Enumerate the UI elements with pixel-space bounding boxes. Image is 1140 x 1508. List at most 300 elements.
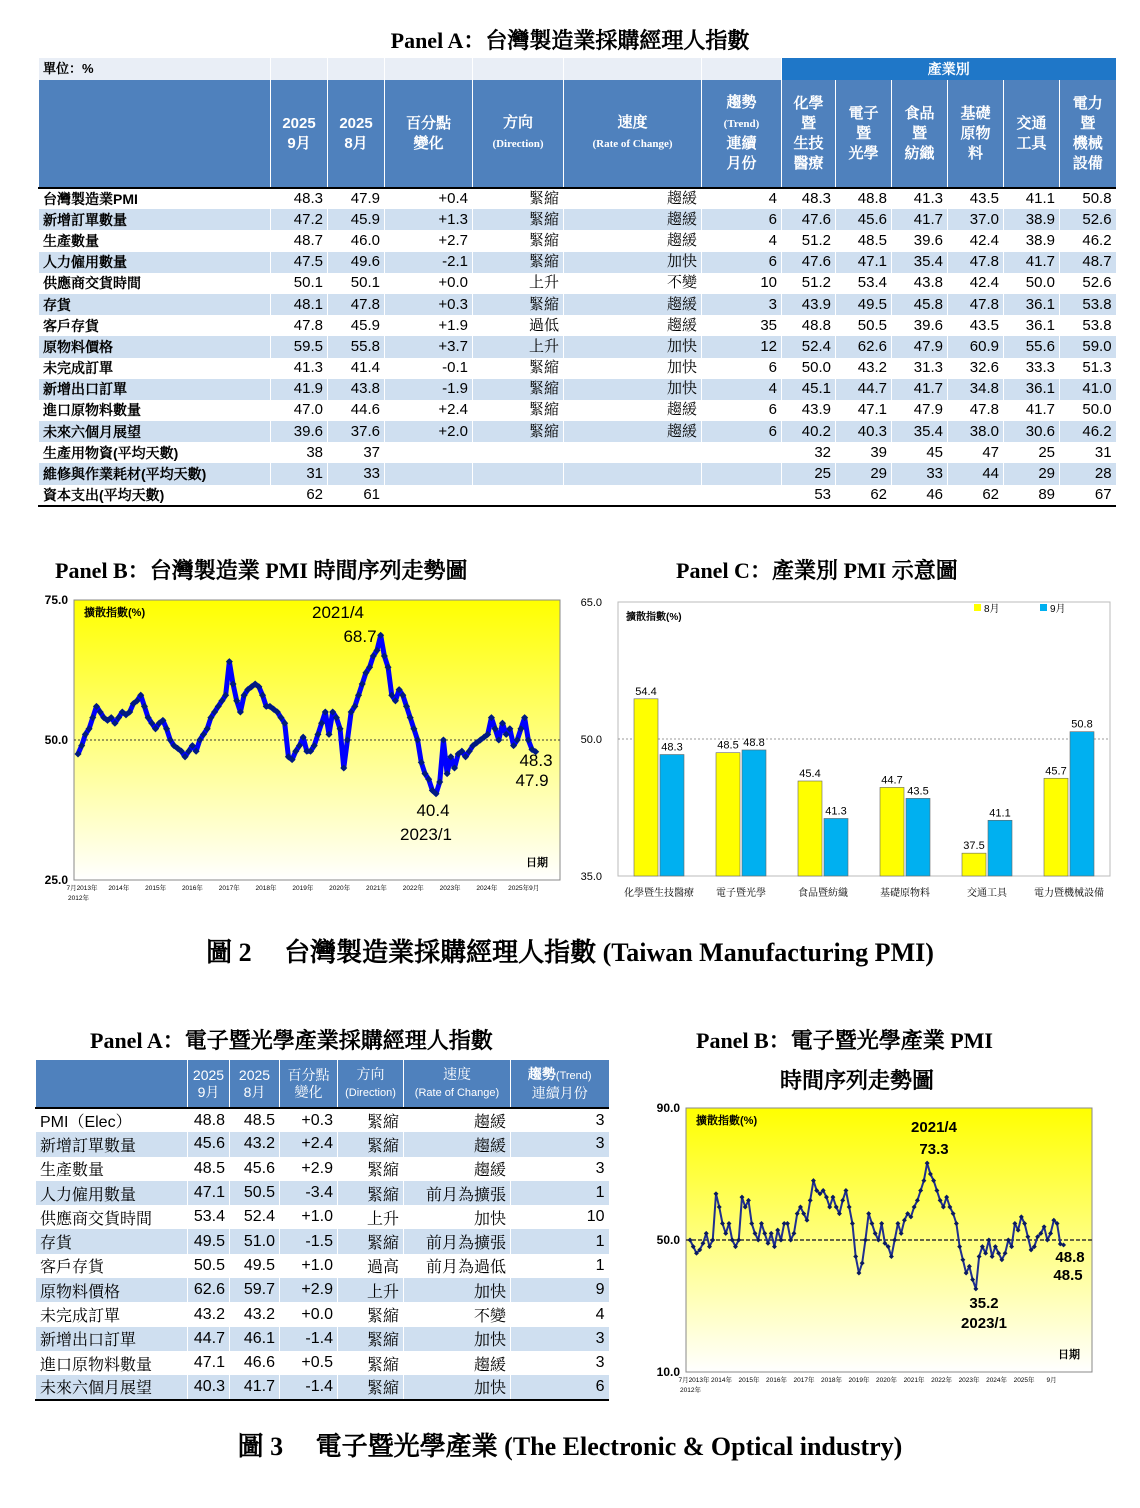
table-cell: 41.7	[892, 209, 948, 230]
table-cell: 緊縮	[338, 1375, 404, 1399]
column-header: 方向 (Direction)	[338, 1060, 404, 1108]
table-cell	[564, 463, 702, 484]
table-cell: 37.0	[948, 209, 1004, 230]
table-cell	[473, 442, 564, 463]
table-cell	[564, 442, 702, 463]
row-label: 未來六個月展望	[39, 421, 271, 442]
table-cell: 45.6	[230, 1157, 280, 1181]
table-cell: 47.9	[328, 188, 385, 209]
table-cell: -2.1	[385, 252, 473, 273]
data-label: 45.7	[1045, 765, 1067, 778]
column-header: 食品 暨 紡織	[892, 80, 948, 188]
data-label: 44.7	[881, 774, 903, 787]
table-cell: 53.8	[1060, 315, 1116, 336]
table-cell: 39.6	[892, 230, 948, 251]
table-cell: +0.0	[280, 1302, 338, 1326]
table-cell: 38.9	[1004, 230, 1060, 251]
table-cell: 53.8	[1060, 294, 1116, 315]
table-cell: 3	[511, 1351, 609, 1375]
x-tick-label: 2014年	[108, 885, 130, 892]
table-cell: 緊縮	[338, 1108, 404, 1132]
table-cell: 49.5	[230, 1254, 280, 1278]
row-label: PMI（Elec）	[36, 1108, 188, 1132]
table-cell: 39.6	[892, 315, 948, 336]
table-cell: 52.6	[1060, 273, 1116, 294]
table-cell: 67	[1060, 485, 1116, 506]
y-tick-label: 50.0	[656, 1233, 680, 1247]
annotation-label: 2023/1	[400, 825, 452, 844]
table-cell: 1	[511, 1181, 609, 1205]
table-cell: 緊縮	[473, 400, 564, 421]
column-header: 電力 暨 機械 設備	[1060, 80, 1116, 188]
table-cell: 51.2	[782, 230, 836, 251]
column-header: 基礎 原物 料	[948, 80, 1004, 188]
fig3-panelB-title-line2: 時間序列走勢圖	[780, 1068, 935, 1093]
row-label: 新增訂單數量	[39, 209, 271, 230]
table-cell: 緊縮	[473, 379, 564, 400]
table-cell: 41.1	[1004, 188, 1060, 209]
x-tick-label: 2016年	[766, 1377, 788, 1384]
table-cell: 41.4	[328, 358, 385, 379]
table-cell: 53.4	[188, 1205, 230, 1229]
table-cell: 趨緩	[404, 1157, 511, 1181]
row-label: 資本支出(平均天數)	[39, 485, 271, 506]
x-tick-label: 2022年	[402, 885, 424, 892]
table-cell: 41.7	[1004, 400, 1060, 421]
table-cell: 46.0	[328, 230, 385, 251]
y-tick-label: 90.0	[656, 1101, 680, 1115]
row-label: 台灣製造業PMI	[39, 188, 271, 209]
table-cell: 62	[271, 485, 328, 506]
table-cell: 前月為擴張	[404, 1181, 511, 1205]
table-cell: 52.6	[1060, 209, 1116, 230]
table-cell: 43.2	[188, 1302, 230, 1326]
table-cell: 42.4	[948, 230, 1004, 251]
table-cell: 62	[948, 485, 1004, 506]
table-cell: 47.9	[892, 400, 948, 421]
table-cell: 加快	[564, 358, 702, 379]
table-cell: 3	[511, 1157, 609, 1181]
table-cell: 41.7	[230, 1375, 280, 1399]
table-row	[36, 1108, 609, 1132]
y-tick-label: 50.0	[580, 734, 602, 746]
x-tick-label: 7月2013年	[678, 1377, 710, 1384]
table-cell: 6	[702, 421, 782, 442]
table-cell: 45	[892, 442, 948, 463]
table-cell: 緊縮	[473, 209, 564, 230]
x-tick-label: 2021年	[365, 885, 387, 892]
table-cell: 47.1	[836, 400, 892, 421]
table-cell: 趨緩	[404, 1351, 511, 1375]
table-cell: 1	[511, 1229, 609, 1253]
data-label: 48.5	[717, 739, 739, 752]
fig2-panelB-title: Panel B：台灣製造業 PMI 時間序列走勢圖	[55, 558, 468, 583]
row-label: 新增出口訂單	[39, 379, 271, 400]
x-tick-label: 交通工具	[967, 888, 1007, 899]
table-cell: 不變	[404, 1302, 511, 1326]
y-tick-label: 25.0	[44, 873, 68, 887]
fig2-caption: 圖 2 台灣製造業採購經理人指數 (Taiwan Manufacturing PMI)	[206, 938, 934, 967]
table-cell	[473, 463, 564, 484]
table-cell: 35.4	[892, 421, 948, 442]
table-cell: -1.5	[280, 1229, 338, 1253]
table-cell: 25	[782, 463, 836, 484]
table-cell: 緊縮	[473, 188, 564, 209]
data-label: 41.1	[989, 807, 1011, 820]
table-row	[36, 1181, 609, 1205]
x-axis-label: 日期	[1058, 1349, 1080, 1361]
column-header: 趨勢 (Trend) 連續 月份	[702, 80, 782, 188]
column-header: 2025 8月	[230, 1060, 280, 1108]
table-row	[36, 1302, 609, 1326]
fig3-panelB-title-line1: Panel B：電子暨光學產業 PMI	[696, 1028, 993, 1053]
table-cell: 29	[836, 463, 892, 484]
table-cell: 36.1	[1004, 315, 1060, 336]
table-cell: 38.9	[1004, 209, 1060, 230]
table-cell: 10	[702, 273, 782, 294]
table-cell: 49.6	[328, 252, 385, 273]
table-cell: 緊縮	[338, 1132, 404, 1156]
x-tick-label: 食品暨紡織	[798, 888, 848, 899]
table-row	[36, 1157, 609, 1181]
fig2-panelC-title: Panel C：產業別 PMI 示意圖	[676, 558, 958, 583]
y-tick-label: 10.0	[656, 1365, 680, 1379]
x-tick-label: 2019年	[292, 885, 314, 892]
table-cell: 緊縮	[338, 1327, 404, 1351]
table-cell: 44.7	[188, 1327, 230, 1351]
data-label: 43.5	[907, 785, 929, 798]
table-cell: 60.9	[948, 336, 1004, 357]
table-cell: 50.1	[271, 273, 328, 294]
table-cell: 62.6	[836, 336, 892, 357]
table-cell: 50.0	[782, 358, 836, 379]
row-label: 原物料價格	[36, 1278, 188, 1302]
table-cell: 不變	[564, 273, 702, 294]
table-cell: 52.4	[782, 336, 836, 357]
table-cell: 緊縮	[473, 252, 564, 273]
table-cell: 47.0	[271, 400, 328, 421]
table-cell: 29	[1004, 463, 1060, 484]
y-tick-label: 50.0	[44, 733, 68, 747]
table-cell: 6	[702, 358, 782, 379]
table-cell: 47.6	[782, 209, 836, 230]
table-cell: 59.0	[1060, 336, 1116, 357]
table-cell: +3.7	[385, 336, 473, 357]
table-cell: 趨緩	[404, 1108, 511, 1132]
legend-swatch	[1040, 604, 1047, 611]
x-tick-label: 2015年	[145, 885, 167, 892]
table-cell: +1.0	[280, 1205, 338, 1229]
table-cell: 44.7	[836, 379, 892, 400]
table-cell: -1.4	[280, 1375, 338, 1399]
bar	[798, 781, 822, 876]
row-label: 原物料價格	[39, 336, 271, 357]
table-cell: 34.8	[948, 379, 1004, 400]
x-tick-label: 2025年	[1013, 1377, 1035, 1384]
table-cell	[702, 463, 782, 484]
table-cell	[385, 442, 473, 463]
table-cell: 6	[702, 400, 782, 421]
table-cell: 49.5	[836, 294, 892, 315]
table-cell: 過低	[473, 315, 564, 336]
table-cell: 6	[702, 209, 782, 230]
table-cell: 47.8	[948, 294, 1004, 315]
table-cell: 47.8	[328, 294, 385, 315]
table-cell: 30.6	[1004, 421, 1060, 442]
table-cell: 37	[328, 442, 385, 463]
column-header: 方向 (Direction)	[473, 80, 564, 188]
table-cell: 40.3	[836, 421, 892, 442]
table-cell: 49.5	[188, 1229, 230, 1253]
table-cell: +0.0	[385, 273, 473, 294]
y-axis-label: 擴散指數(%)	[626, 612, 682, 623]
table-cell: 緊縮	[338, 1157, 404, 1181]
table-cell: 3	[511, 1108, 609, 1132]
data-label: 37.5	[963, 840, 985, 853]
table-cell: 47.9	[892, 336, 948, 357]
table-cell: 加快	[564, 379, 702, 400]
table-cell: 59.7	[230, 1278, 280, 1302]
legend-label: 9月	[1050, 604, 1066, 615]
table-cell: 前月為過低	[404, 1254, 511, 1278]
table-cell: 加快	[404, 1375, 511, 1399]
table-cell	[385, 463, 473, 484]
table-cell: 43.2	[230, 1302, 280, 1326]
table-cell: 47.1	[836, 252, 892, 273]
bar	[906, 798, 930, 876]
x-tick-label: 7月2013年	[66, 885, 98, 892]
table-cell: 31.3	[892, 358, 948, 379]
fig3-caption: 圖 3 電子暨光學產業 (The Electronic & Optical industry)	[237, 1432, 903, 1461]
table-row	[39, 400, 1116, 421]
table-cell: +2.7	[385, 230, 473, 251]
table-cell: 48.7	[1060, 252, 1116, 273]
table-cell	[385, 485, 473, 506]
table-cell: 43.5	[948, 188, 1004, 209]
table-cell: 趨緩	[564, 421, 702, 442]
annotation-label: 48.8	[1055, 1249, 1085, 1266]
y-tick-label: 35.0	[580, 871, 602, 883]
bar	[716, 753, 740, 876]
table-cell: 4	[511, 1302, 609, 1326]
table-cell: 40.2	[782, 421, 836, 442]
table-row	[39, 294, 1116, 315]
row-label: 生產數量	[36, 1157, 188, 1181]
table-cell: -0.1	[385, 358, 473, 379]
data-label: 41.3	[825, 805, 847, 818]
row-label: 客戶存貨	[36, 1254, 188, 1278]
table-row	[36, 1375, 609, 1399]
x-tick-label: 2020年	[329, 885, 351, 892]
table-cell: 51.0	[230, 1229, 280, 1253]
table-cell: 48.3	[782, 188, 836, 209]
table-cell: 緊縮	[338, 1351, 404, 1375]
x-tick-label: 2023年	[439, 885, 461, 892]
table-row	[36, 1205, 609, 1229]
row-label: 進口原物料數量	[36, 1351, 188, 1375]
table-cell: 31	[1060, 442, 1116, 463]
table-cell: 39.6	[271, 421, 328, 442]
y-axis-label: 擴散指數(%)	[84, 607, 146, 619]
table-row	[39, 358, 1116, 379]
annotation-label: 47.9	[515, 771, 549, 790]
table-cell: 53	[782, 485, 836, 506]
bar	[880, 787, 904, 876]
fig2-panelA-title: Panel A：台灣製造業採購經理人指數	[390, 28, 750, 53]
row-label: 進口原物料數量	[39, 400, 271, 421]
table-cell: 3	[511, 1327, 609, 1351]
table-cell: 4	[702, 379, 782, 400]
table-row	[39, 442, 1116, 463]
annotation-label: 2021/4	[312, 603, 364, 622]
table-cell: 43.5	[948, 315, 1004, 336]
table-cell	[702, 485, 782, 506]
row-label: 未來六個月展望	[36, 1375, 188, 1399]
table-cell: 上升	[338, 1205, 404, 1229]
table-cell: 61	[328, 485, 385, 506]
x-tick-label: 2017年	[793, 1377, 815, 1384]
table-row	[39, 230, 1116, 251]
table-cell: 4	[702, 230, 782, 251]
table-cell: 47	[948, 442, 1004, 463]
table-cell: -1.9	[385, 379, 473, 400]
data-label: 54.4	[635, 685, 657, 698]
table-cell: 前月為擴張	[404, 1229, 511, 1253]
table-cell: 33	[892, 463, 948, 484]
table-cell	[473, 485, 564, 506]
table-cell: 上升	[473, 336, 564, 357]
table-cell: 10	[511, 1205, 609, 1229]
table-cell: 45.9	[328, 315, 385, 336]
table-cell: 32	[782, 442, 836, 463]
table-cell: 趨緩	[564, 315, 702, 336]
table-cell: 6	[702, 252, 782, 273]
table-cell: 46	[892, 485, 948, 506]
annotation-label: 2021/4	[911, 1119, 957, 1136]
table-cell: 45.6	[836, 209, 892, 230]
table-cell: 39	[836, 442, 892, 463]
x-tick-label: 2021年	[903, 1377, 925, 1384]
table-cell: 38.0	[948, 421, 1004, 442]
table-row	[39, 252, 1116, 273]
fig3-panelA-title: Panel A：電子暨光學產業採購經理人指數	[90, 1028, 493, 1053]
table-cell: 加快	[404, 1327, 511, 1351]
row-label: 未完成訂單	[39, 358, 271, 379]
table-cell: 43.9	[782, 294, 836, 315]
row-label: 生產數量	[39, 230, 271, 251]
legend-swatch	[974, 604, 981, 611]
table-cell: 47.1	[188, 1181, 230, 1205]
row-label: 人力僱用數量	[39, 252, 271, 273]
row-label: 新增訂單數量	[36, 1132, 188, 1156]
table-cell: 47.8	[948, 400, 1004, 421]
table-row	[36, 1278, 609, 1302]
column-header: 趨勢(Trend) 連續月份	[511, 1060, 609, 1108]
table-cell: 35.4	[892, 252, 948, 273]
x-tick-label: 2018年	[255, 885, 277, 892]
unit-label: 單位：%	[39, 58, 271, 80]
column-header: 百分點 變化	[385, 80, 473, 188]
table-cell: 上升	[338, 1278, 404, 1302]
table-cell: 41.7	[1004, 252, 1060, 273]
table-cell: 6	[511, 1375, 609, 1399]
column-header: 2025 8月	[328, 80, 385, 188]
table-row	[39, 315, 1116, 336]
table-cell: 47.6	[782, 252, 836, 273]
fig2-pmi-timeseries-chart	[20, 588, 570, 908]
table-cell: 趨緩	[564, 400, 702, 421]
annotation-label: 2023/1	[961, 1315, 1007, 1332]
table-cell: 緊縮	[338, 1302, 404, 1326]
table-cell: 45.6	[188, 1132, 230, 1156]
table-cell: 加快	[404, 1278, 511, 1302]
table-cell: 50.0	[1004, 273, 1060, 294]
table-cell: 43.9	[782, 400, 836, 421]
bar	[824, 818, 848, 876]
table-cell: 25	[1004, 442, 1060, 463]
table-cell: 41.0	[1060, 379, 1116, 400]
table-cell: 50.0	[1060, 400, 1116, 421]
table-cell: 趨緩	[404, 1132, 511, 1156]
table-cell: 緊縮	[473, 230, 564, 251]
table-cell: +0.4	[385, 188, 473, 209]
table-cell: 48.3	[271, 188, 328, 209]
table-cell: 4	[702, 188, 782, 209]
column-header: 百分點 變化	[280, 1060, 338, 1108]
fig2-pmi-table	[38, 58, 1116, 507]
data-label: 45.4	[799, 768, 821, 781]
industry-header: 產業別	[782, 58, 1116, 80]
table-cell: 51.2	[782, 273, 836, 294]
y-tick-label: 75.0	[44, 593, 68, 607]
table-cell: 40.3	[188, 1375, 230, 1399]
table-cell: 33	[328, 463, 385, 484]
table-cell: 48.7	[271, 230, 328, 251]
table-cell: 47.8	[271, 315, 328, 336]
table-cell: 44	[948, 463, 1004, 484]
table-cell: 28	[1060, 463, 1116, 484]
row-label: 新增出口訂單	[36, 1327, 188, 1351]
bar	[962, 853, 986, 876]
column-header: 速度 (Rate of Change)	[404, 1060, 511, 1108]
legend-label: 8月	[984, 604, 1000, 615]
table-cell: 62.6	[188, 1278, 230, 1302]
table-cell: 緊縮	[473, 421, 564, 442]
fig3-elec-table	[35, 1060, 609, 1401]
y-tick-label: 65.0	[580, 597, 602, 609]
bar	[1070, 732, 1094, 876]
annotation-label: 35.2	[969, 1295, 999, 1312]
column-header: 2025 9月	[271, 80, 328, 188]
table-row	[39, 188, 1116, 209]
table-cell: +0.5	[280, 1351, 338, 1375]
table-cell: +2.4	[385, 400, 473, 421]
annotation-label: 73.3	[919, 1141, 949, 1158]
table-cell: 46.1	[230, 1327, 280, 1351]
table-cell: 45.1	[782, 379, 836, 400]
x-tick-label: 2025年9月	[508, 885, 540, 892]
table-cell: 41.9	[271, 379, 328, 400]
table-cell: +2.0	[385, 421, 473, 442]
table-cell: 46.2	[1060, 421, 1116, 442]
table-cell: 33.3	[1004, 358, 1060, 379]
x-tick-label: 2019年	[848, 1377, 870, 1384]
x-tick-label: 9月	[1046, 1377, 1057, 1384]
table-cell: 59.5	[271, 336, 328, 357]
table-cell: 48.1	[271, 294, 328, 315]
table-cell: 35	[702, 315, 782, 336]
annotation-label: 48.5	[1053, 1267, 1083, 1284]
